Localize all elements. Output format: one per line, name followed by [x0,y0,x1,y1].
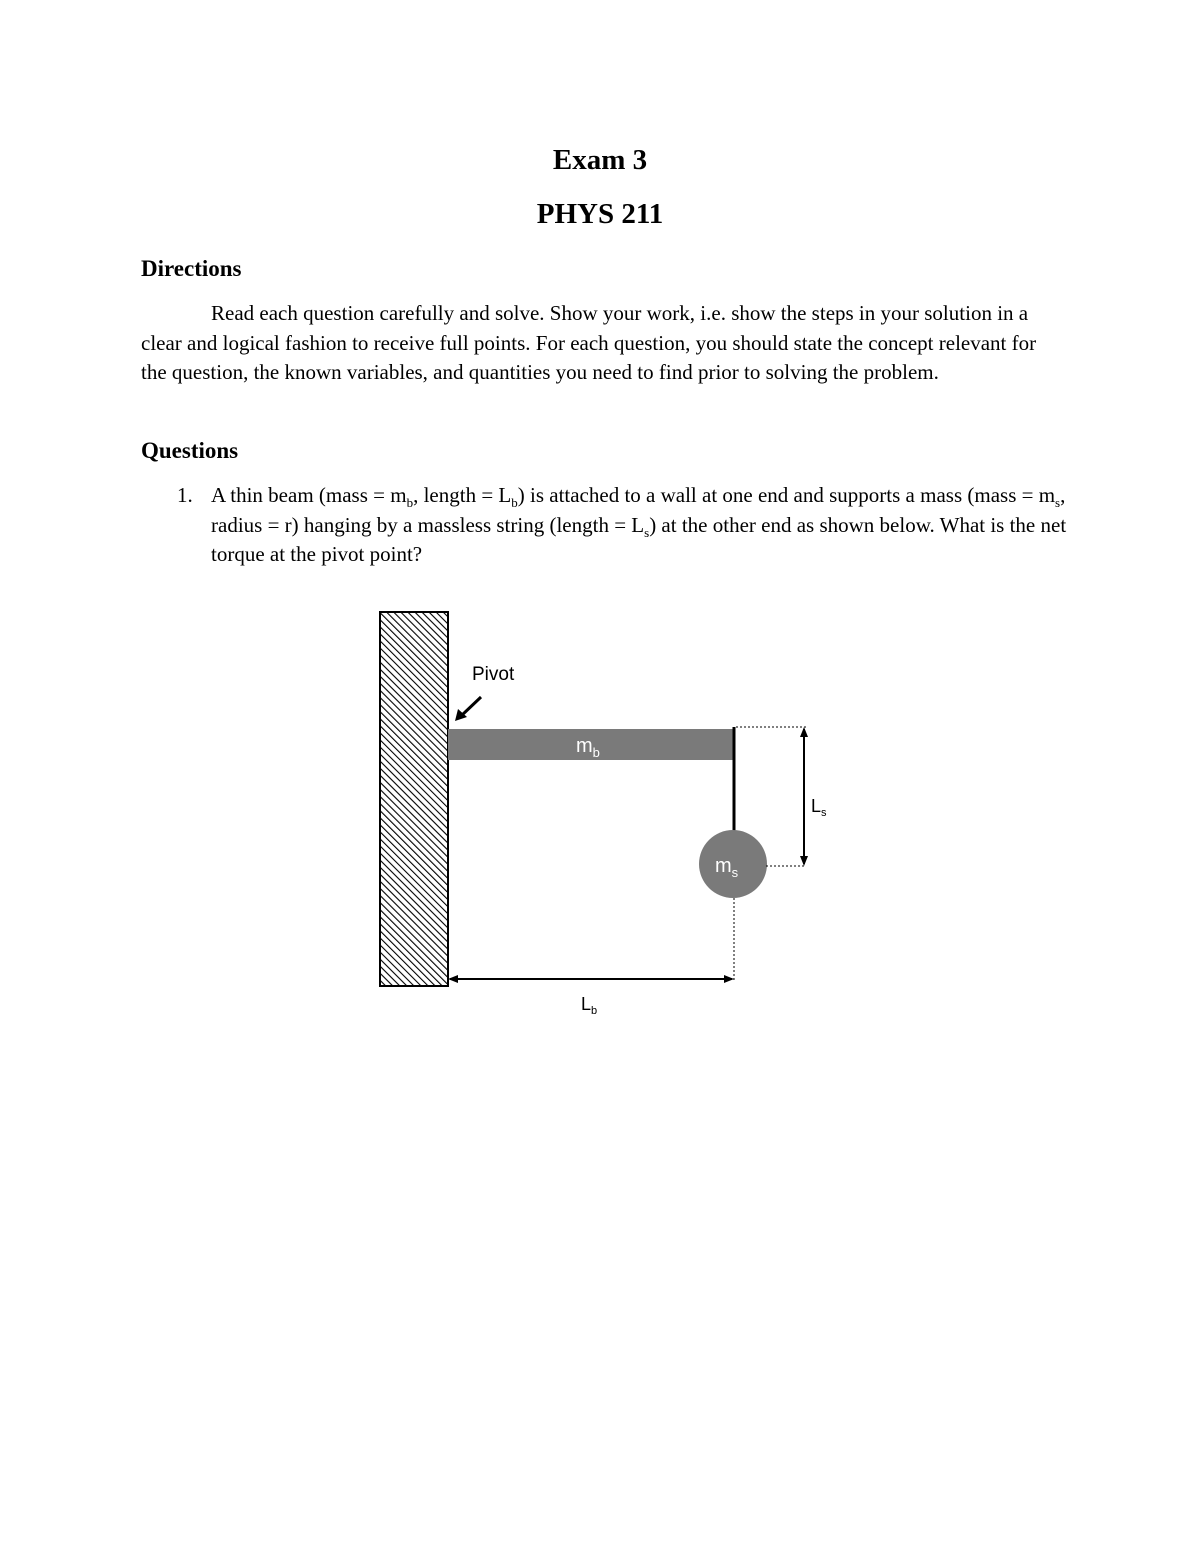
pivot-label: Pivot [472,664,515,685]
hanging-mass-label-sub: s [731,865,739,880]
string-length-arrow-top [800,727,808,737]
question-text-part: , radius = r) hanging by a massless string (length = L [211,483,1066,537]
subscript: b [406,495,414,511]
subscript: b [511,495,518,511]
string-length-label-sub: s [821,807,827,819]
wall [380,612,448,986]
hanging-mass-label-main: m [715,855,732,877]
beam-length-label [581,994,597,1017]
question-text-part: ) at the other end as shown below. What is the net torque at the pivot point? [211,512,1067,567]
beam-length-label-sub: b [591,1005,598,1017]
subscript: s [1055,495,1061,511]
subscript: s [644,524,650,540]
beam-length-label-main: L [581,994,592,1014]
course-code: PHYS 211 [536,198,664,230]
question-text-part: , length = L [413,483,512,507]
pivot-arrow [461,697,481,716]
beam-mass-label-main: m [576,735,593,757]
question-number: 1. [177,483,193,507]
directions-text: Read each question carefully and solve. Show your work, i.e. show the steps in your solution in a clear and logical fashion to receive full points. For each question, you should state the concept relevant for the question, the known variables, and quantities you need to find prior to solving the problem. [141,301,1037,385]
string-length-label [811,796,827,819]
question-text-part: ) is attached to a wall at one end and supports a mass (mass = m [517,483,1056,507]
string-length-arrow-bottom [800,856,808,866]
hanging-mass [699,830,767,898]
beam-length-arrow-right [724,975,734,983]
question-text-part: A thin beam (mass = m [211,483,407,507]
beam-mass-label-sub: b [592,745,600,760]
page-title: Exam 3 [552,144,648,176]
beam-length-arrow-left [448,975,458,983]
directions-heading: Directions [141,256,242,281]
questions-heading: Questions [141,438,239,463]
string-length-label-main: L [811,796,822,816]
